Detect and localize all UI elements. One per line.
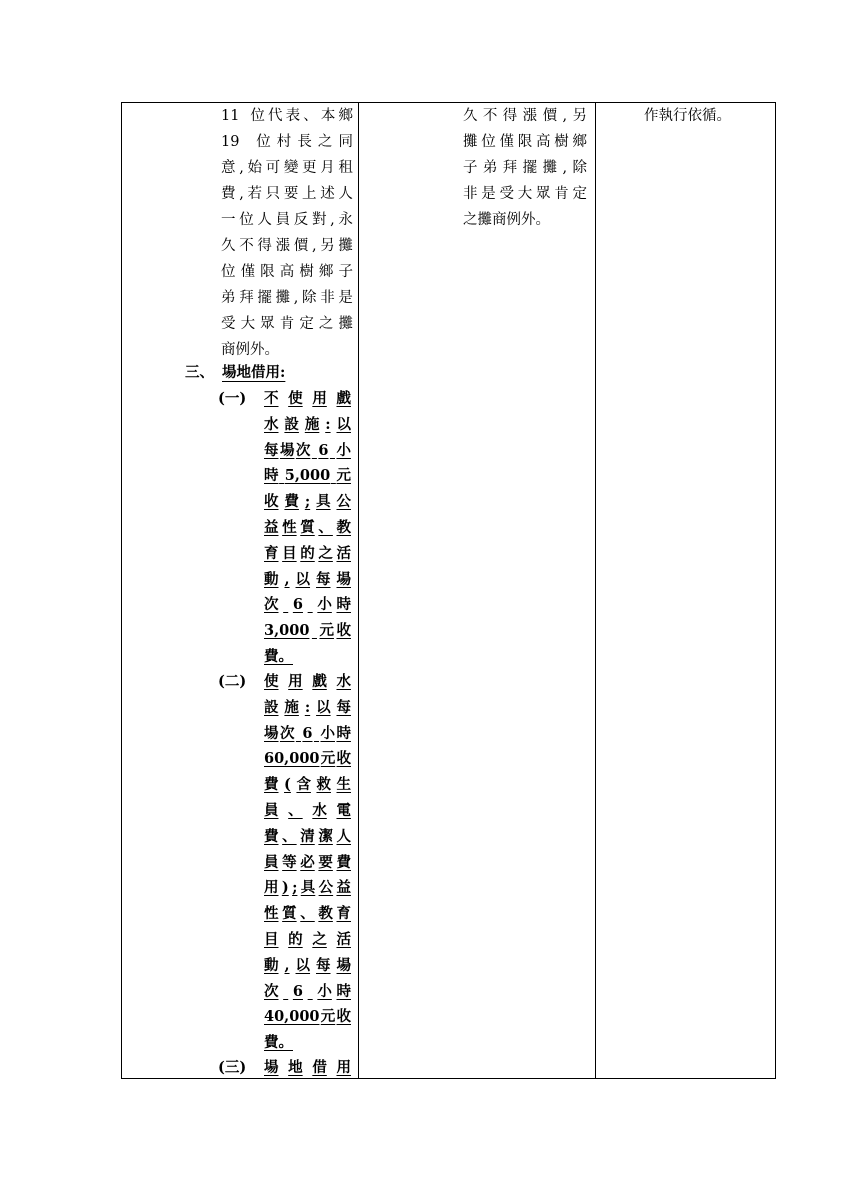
text-line: 費 、 清 潔 人 (264, 827, 351, 845)
text-line: 商例外。 (221, 342, 279, 358)
text-line: 19 位 村 長 之 同 (221, 134, 353, 150)
text-line: 設 施 : 以 每 (264, 698, 351, 716)
comparison-table (121, 102, 776, 1079)
text-line: 久 不 得 漲 價 , 另 (463, 108, 587, 124)
text-line: 場 地 借 用 (264, 1059, 351, 1076)
text-line: 水 設 施 : 以 (264, 415, 351, 433)
text-line: 60,000 元 收 (264, 750, 351, 768)
item3-number: (三) (218, 1059, 247, 1076)
text-line: 次 6 小 時 (264, 982, 351, 1000)
text-line: 40,000 元 收 (264, 1008, 351, 1026)
text-line: 員 、 水 電 (264, 802, 351, 819)
text-line: 場 次 6 小 時 (264, 724, 351, 742)
text-line: 弟 拜 擺 攤 , 除 非 是 (221, 290, 353, 306)
text-line: 一 位 人 員 反 對 , 永 (221, 212, 353, 228)
text-line: 費。 (264, 648, 293, 665)
text-line: 之攤商例外。 (463, 212, 550, 228)
item2-number: (二) (218, 673, 247, 690)
item1-number: (一) (218, 390, 247, 407)
text-line: 用 ) ; 具 公 益 (264, 879, 351, 897)
section3-title: 場地借用: (222, 364, 286, 381)
text-line: 性 質 、 教 育 (264, 905, 351, 923)
text-line: 動 , 以 每 場 (264, 570, 351, 588)
column-divider (595, 103, 596, 1078)
text-line: 使 用 戲 水 (264, 673, 351, 690)
column-divider (358, 103, 359, 1078)
text-line: 育 目 的 之 活 (264, 544, 351, 562)
text-line: 費。 (264, 1034, 293, 1052)
text-line: 收 費 ; 具 公 (264, 493, 351, 511)
text-line: 目 的 之 活 (264, 931, 351, 948)
text-line: 子 弟 拜 擺 攤 , 除 (463, 160, 587, 176)
text-line: 攤 位 僅 限 高 樹 鄉 (463, 134, 587, 150)
text-line: 受 大 眾 肯 定 之 攤 (221, 316, 353, 332)
text-line: 11 位 代 表 、 本 鄉 (221, 108, 353, 124)
text-line: 意 , 始 可 變 更 月 租 (221, 160, 353, 176)
text-line: 動 , 以 每 場 (264, 956, 351, 974)
text-line: 位 僅 限 高 樹 鄉 子 (221, 264, 353, 280)
text-line: 3,000 元 收 (264, 622, 351, 640)
text-line: 費 ( 含 救 生 (264, 776, 351, 794)
text-line: 不 使 用 戲 (264, 390, 351, 407)
text-line: 非 是 受 大 眾 肯 定 (463, 186, 587, 202)
text-line: 費 , 若 只 要 上 述 人 (221, 186, 353, 202)
text-line: 每 場 次 6 小 (264, 441, 351, 459)
text-line: 作執行依循。 (644, 108, 731, 124)
text-line: 員 等 必 要 費 (264, 853, 351, 871)
text-line: 久 不 得 漲 價 , 另 攤 (221, 238, 353, 254)
text-line: 時 5,000 元 (264, 467, 351, 485)
text-line: 次 6 小 時 (264, 596, 351, 614)
section3-number: 三、 (185, 364, 214, 381)
text-line: 益 性 質 、 教 (264, 519, 351, 536)
